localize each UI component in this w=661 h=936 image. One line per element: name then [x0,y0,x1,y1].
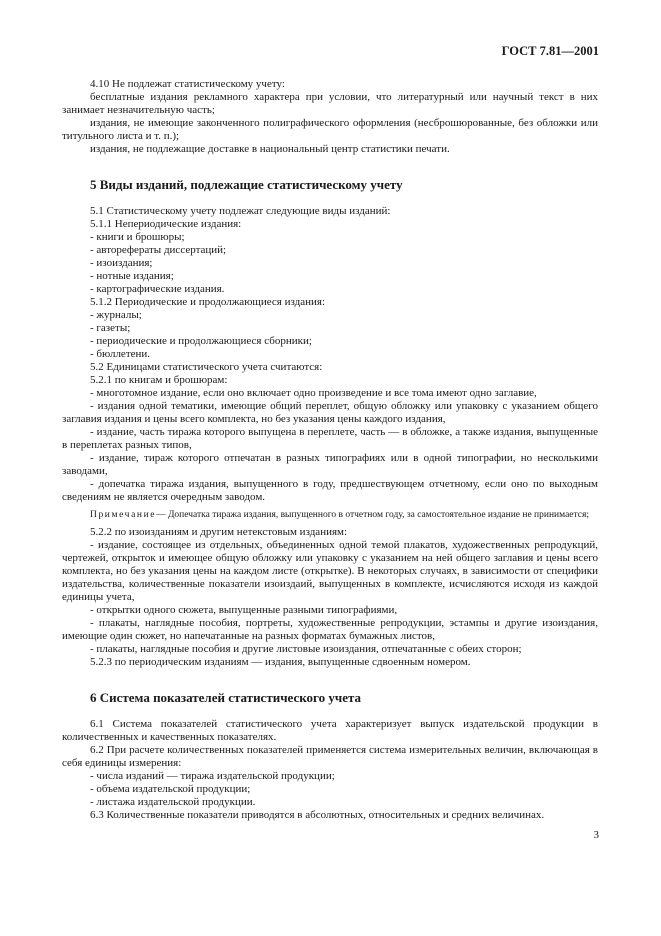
clause-5-2-1: 5.2.1 по книгам и брошюрам: [90,374,228,386]
list-item: - издание, тираж которого отпечатан в разных типографиях или в одной типографии, но несколькими заводами, [62,452,598,477]
list-item: - газеты; [90,322,131,334]
clause-6-1: 6.1 Система показателей статистического учета характеризует выпуск издательской продукции в количественных и качественных показателях. [62,718,598,743]
clause-4-10-item: издания, не подлежащие доставке в национальный центр статистики печати. [90,143,450,155]
list-item: - плакаты, наглядные пособия и другие листовые изоиздания, отпечатанные с обеих сторон; [90,643,522,655]
note [62,509,598,521]
list-item: - издания одной тематики, имеющие общий переплет, общую обложку или упаковку с указанием общего заглавия издания и цены всего комплекта, но без указания цены каждого издания, [62,400,598,425]
list-item: - издание, часть тиража которого выпущена в переплете, часть — в обложке, а также издания, выпущенные в переплетах разных типов, [62,426,598,451]
clause-5-1: 5.1 Статистическому учету подлежат следующие виды изданий: [90,205,391,217]
clause-5-2-2: 5.2.2 по изоизданиям и другим нетекстовым изданиям: [90,526,348,538]
list-item: - объема издательской продукции; [90,783,251,795]
clause-4-10-title: 4.10 Не подлежат статистическому учету: [90,78,285,90]
section-6-heading: 6 Система показателей статистического учета [90,690,362,705]
list-item: - плакаты, наглядные пособия, портреты, художественные репродукции, эстампы и другие изоиздания, имеющие один сюжет, но напечатанные на разных форматах бумажных листов, [62,617,598,642]
note-label: Примечание [90,510,157,520]
list-item: - допечатка тиража издания, выпущенного в году, предшествующем отчетному, если оно по выходным сведениям не является очередным заводом. [62,478,598,503]
list-item: - периодические и продолжающиеся сборники; [90,335,312,347]
list-item: - книги и брошюры; [90,231,185,243]
clause-6-3: 6.3 Количественные показатели приводятся в абсолютных, относительных и средних величинах. [90,809,545,821]
clause-4-10-item: издания, не имеющие законченного полиграфического оформления (несброшюрованные, без обложки или титульного листа и т. п.); [62,117,598,142]
clause-5-1-2: 5.1.2 Периодические и продолжающиеся издания: [90,296,326,308]
list-item: - издание, состоящее из отдельных, объединенных одной темой плакатов, художественных репродукций, чертежей, открыток и имеющее общую обложку или упаковку с указанием на ней общего заглавия и цены всего комплекта, но без указания цены на каждом листе (открытке). В некоторых случаях, в зависимости от специфики издательства, количественные показатели изоиздаий, выпущенных в комплекте, исчисляются исходя из каждой единицы учета, [62,539,598,603]
page-number: 3 [593,829,599,841]
list-item: - изоиздания; [90,257,153,269]
list-item: - журналы; [90,309,142,321]
clause-6-2: 6.2 При расчете количественных показателей применяется система измерительных величин, включающая в себя единицы измерения: [62,744,598,769]
list-item: - бюллетени. [90,348,151,360]
section-5-heading: 5 Виды изданий, подлежащие статистическому учету [90,177,403,192]
clause-4-10-item: бесплатные издания рекламного характера при условии, что литературный или научный текст в них занимает незначительную часть; [62,91,598,116]
list-item: - листажа издательской продукции. [90,796,256,808]
document-body [62,78,598,822]
list-item: - авторефераты диссертаций; [90,244,227,256]
list-item: - нотные издания; [90,270,174,282]
list-item: - многотомное издание, если оно включает одно произведение и все тома имеют одно заглавие, [90,387,537,399]
list-item: - числа изданий — тиража издательской продукции; [90,770,335,782]
clause-5-2: 5.2 Единицами статистического учета считаются: [90,361,323,373]
list-item: - картографические издания. [90,283,225,295]
document-header: ГОСТ 7.81—2001 [501,44,599,58]
clause-5-1-1: 5.1.1 Непериодические издания: [90,218,242,230]
clause-5-2-3: 5.2.3 по периодическим изданиям — издания, выпущенные сдвоенным номером. [90,656,471,668]
note-text: — Допечатка тиража издания, выпущенного в отчетном году, за самостоятельное издание не принимается; [156,510,590,520]
list-item: - открытки одного сюжета, выпущенные разными типографиями, [90,604,398,616]
